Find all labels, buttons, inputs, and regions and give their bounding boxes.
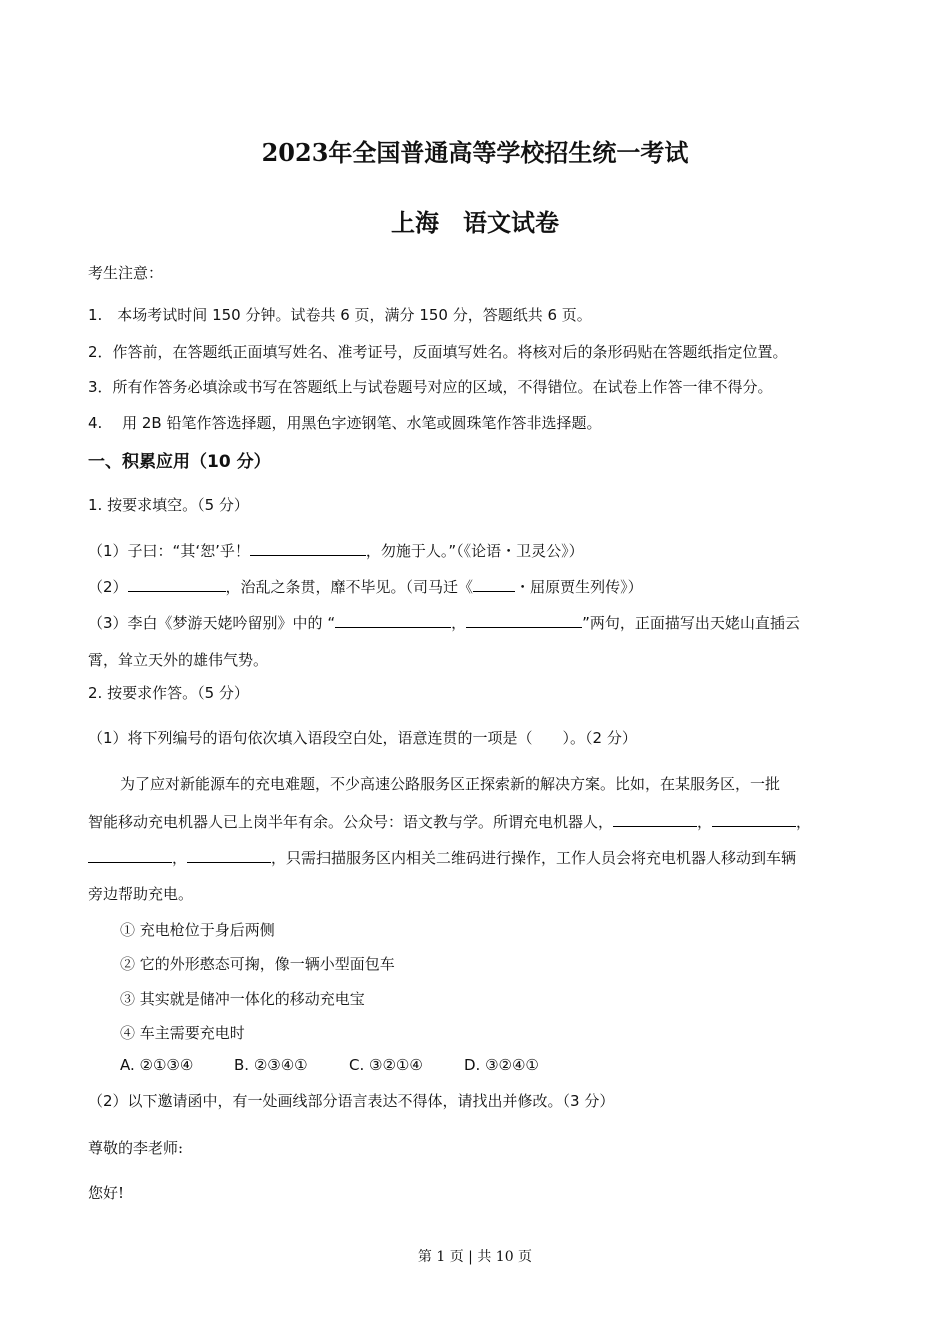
text: ，治乱之条贯，靡不毕见。（司马迁《 — [225, 578, 474, 596]
question-2-sub-2: （2）以下邀请函中，有一处画线部分语言表达不得体，请找出并修改。（3 分） — [88, 1092, 615, 1110]
text: ，勿施于人。”（《论语・卫灵公》） — [365, 542, 584, 560]
choice-c[interactable]: C. ③②①④ — [349, 1056, 423, 1074]
text: ， — [796, 813, 812, 831]
notice-item-1: 1. 本场考试时间 150 分钟。试卷共 6 页，满分 150 分，答题纸共 6 页。 — [88, 306, 592, 324]
exam-subtitle: 上海 语文试卷 — [391, 208, 559, 237]
option-1: ① 充电枪位于身后两侧 — [120, 921, 275, 939]
passage-line-1: 为了应对新能源车的充电难题，不少高速公路服务区正探索新的解决方案。比如，在某服务区，一批 — [120, 775, 781, 793]
question-1-prompt: 1. 按要求填空。（5 分） — [88, 496, 249, 514]
passage-line-3 — [88, 846, 796, 868]
option-4: ④ 车主需要充电时 — [120, 1024, 245, 1042]
text: ”两句，正面描写出天姥山直插云 — [582, 614, 800, 632]
question-1-item-3-cont: 霄，耸立天外的雄伟气势。 — [88, 651, 269, 669]
section-heading: 一、积累应用（10 分） — [88, 452, 271, 472]
answer-blank[interactable] — [613, 810, 697, 827]
choice-b[interactable]: B. ②③④① — [234, 1056, 308, 1074]
page-footer: 第 1 页 | 共 10 页 — [417, 1249, 533, 1265]
answer-blank[interactable] — [473, 575, 515, 592]
question-1-item-3 — [88, 611, 800, 633]
passage-line-4: 旁边帮助充电。 — [88, 885, 194, 903]
notice-item-2: 2．作答前，在答题纸正面填写姓名、准考证号，反面填写姓名。将核对后的条形码贴在答题纸指定位置。 — [88, 343, 788, 361]
answer-blank[interactable] — [466, 611, 582, 628]
text: （2） — [88, 578, 128, 596]
choice-a[interactable]: A. ②①③④ — [120, 1056, 194, 1074]
letter-salutation: 尊敬的李老师: — [88, 1139, 184, 1157]
exam-title: 2023年全国普通高等学校招生统一考试 — [261, 138, 689, 167]
choice-d[interactable]: D. ③②④① — [464, 1056, 539, 1074]
text: ， — [172, 849, 188, 867]
notice-item-3: 3．所有作答务必填涂或书写在答题纸上与试卷题号对应的区域，不得错位。在试卷上作答一律不得分。 — [88, 378, 773, 396]
question-2-prompt: 2. 按要求作答。（5 分） — [88, 684, 249, 702]
text: ，只需扫描服务区内相关二维码进行操作，工作人员会将充电机器人移动到车辆 — [271, 849, 797, 867]
text: （3）李白《梦游天姥吟留别》中的 “ — [88, 614, 336, 632]
option-3: ③ 其实就是储冲一体化的移动充电宝 — [120, 990, 365, 1008]
letter-greeting: 您好! — [88, 1184, 125, 1202]
answer-blank[interactable] — [88, 846, 172, 863]
text: 智能移动充电机器人已上岗半年有余。公众号：语文教与学。所谓充电机器人， — [88, 813, 614, 831]
option-2: ② 它的外形憨态可掬，像一辆小型面包车 — [120, 955, 395, 973]
notice-item-4: 4. 用 2B 铅笔作答选择题，用黑色字迹钢笔、水笔或圆珠笔作答非选择题。 — [88, 414, 602, 432]
notice-heading: 考生注意： — [88, 264, 164, 282]
question-1-item-1 — [88, 539, 584, 561]
answer-blank[interactable] — [187, 846, 271, 863]
text: ・屈原贾生列传》） — [515, 578, 643, 596]
text: （1）子曰：“其‘恕’乎！ — [88, 542, 250, 560]
question-1-item-2 — [88, 575, 643, 597]
answer-blank[interactable] — [250, 539, 366, 556]
answer-blank[interactable] — [128, 575, 226, 592]
passage-line-2 — [88, 810, 811, 832]
answer-blank[interactable] — [712, 810, 796, 827]
text: ， — [697, 813, 713, 831]
text: ， — [451, 614, 467, 632]
answer-blank[interactable] — [335, 611, 451, 628]
question-2-sub-1: （1）将下列编号的语句依次填入语段空白处，语意连贯的一项是（ ）。（2 分） — [88, 729, 637, 747]
